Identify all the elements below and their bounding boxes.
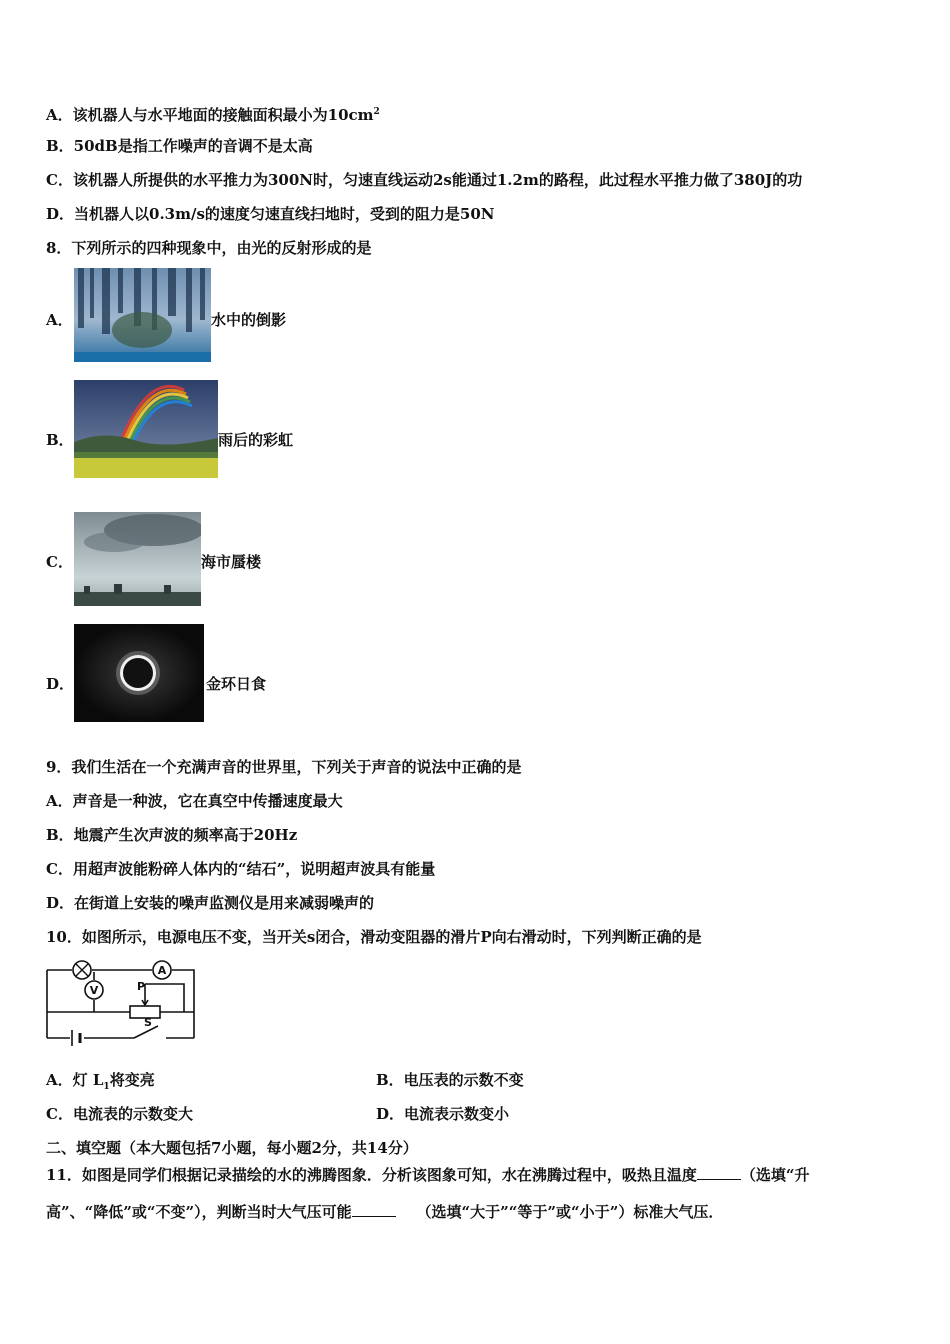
mirage-photo [74,512,201,606]
q7-option-c: C．该机器人所提供的水平推力为300N时，匀速直线运动2s能通过1.2m的路程，此过程水平推力做了380J的功 [46,171,803,189]
q10-stem: 10．如图所示，电源电压不变，当开关s闭合，滑动变阻器的滑片P向右滑动时，下列判断正确的是 [46,928,702,946]
q10-option-a: A．灯 $L_1$将变亮 [46,1071,155,1092]
voltmeter-label: V [89,984,99,997]
q11-line2: 高”、“降低”或“不变”），判断当时大气压可能 （选填“大于”“等于”或“小于”）标准大气压． [46,1203,724,1221]
q9-stem: 9．我们生活在一个充满声音的世界里，下列关于声音的说法中正确的是 [46,758,522,776]
switch-label: S [144,1016,152,1029]
q8-stem: 8．下列所示的四种现象中，由光的反射形成的是 [46,239,372,257]
q9-option-c: C．用超声波能粉碎人体内的“结石”，说明超声波具有能量 [46,860,436,878]
annular-eclipse-photo [74,624,204,722]
answer-blank-2[interactable] [352,1201,396,1217]
slider-label: P [137,980,146,993]
q9-option-d: D．在街道上安装的噪声监测仪是用来减弱噪声的 [46,894,375,912]
water-reflection-photo [74,268,211,362]
circuit-diagram [44,958,204,1056]
q11-line1: 11．如图是同学们根据记录描绘的水的沸腾图象．分析该图象可知，水在沸腾过程中，吸热且温度 （选填“升 [46,1166,810,1184]
section-heading: 二、填空题（本大题包括7小题，每小题2分，共14分） [46,1139,418,1157]
q10-option-c: C．电流表的示数变大 [46,1105,193,1123]
q9-option-b: B．地震产生次声波的频率高于20Hz [46,826,298,844]
q10-option-d: D．电流表示数变小 [376,1105,510,1123]
answer-blank-1[interactable] [697,1164,741,1180]
q7-option-d: D．当机器人以0.3m/s的速度匀速直线扫地时，受到的阻力是50N [46,205,495,223]
q7-option-b: B．50dB是指工作噪声的音调不是太高 [46,137,313,155]
rainbow-photo [74,380,218,478]
q7-option-a: A．该机器人与水平地面的接触面积最小为$10cm^2$ [46,106,380,124]
q9-option-a: A．声音是一种波，它在真空中传播速度最大 [46,792,343,810]
ammeter-label: A [157,964,167,977]
q10-option-b: B．电压表的示数不变 [376,1071,524,1089]
